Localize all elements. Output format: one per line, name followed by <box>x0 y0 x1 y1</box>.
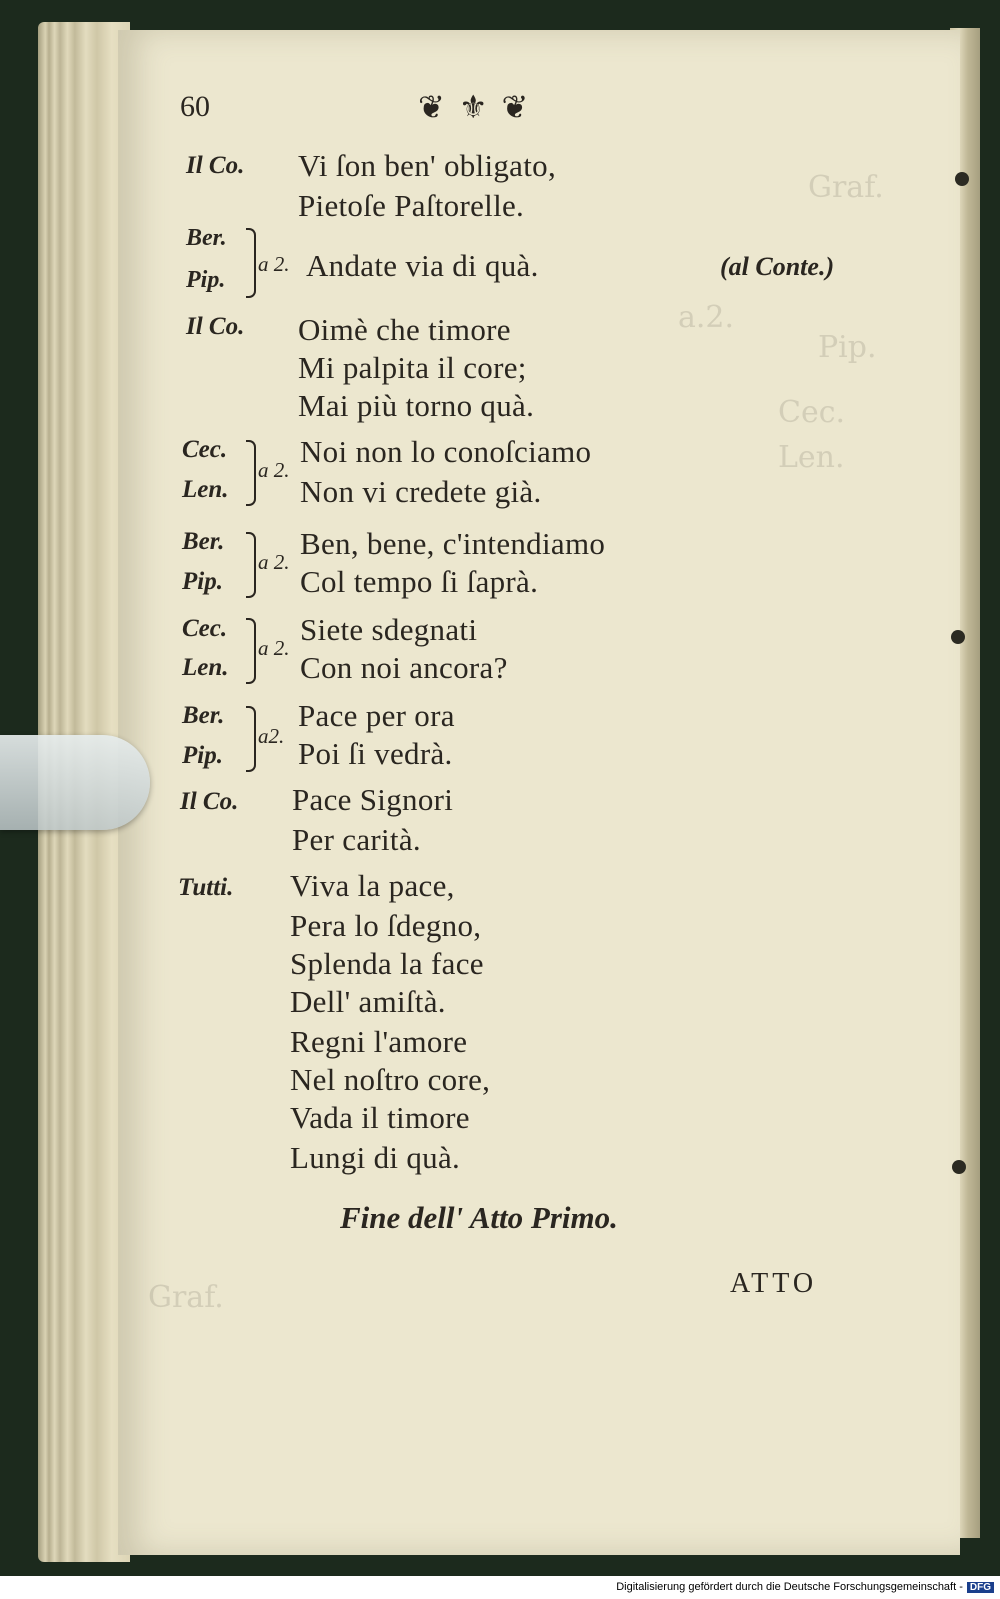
bleedthrough-text: Len. <box>778 440 845 475</box>
binding-hole <box>952 1160 966 1174</box>
speaker-label: Len. <box>182 476 229 503</box>
catchword: ATTO <box>730 1268 818 1299</box>
speaker-brace <box>246 440 256 506</box>
book-page <box>118 30 960 1555</box>
verse-line: Poi ſi vedrà. <box>298 736 453 771</box>
speaker-label: Il Co. <box>186 152 245 179</box>
speaker-brace <box>246 532 256 598</box>
footer-bar <box>0 1576 1000 1599</box>
verse-line: Dell' amiſtà. <box>290 984 446 1019</box>
footer-credit-text: Digitalisierung gefördert durch die Deutsche Forschungsgemeinschaft - <box>616 1581 963 1593</box>
verse-line: Pace per ora <box>298 698 455 733</box>
act-end-line: Fine dell' Atto Primo. <box>340 1200 618 1235</box>
verse-line: Viva la pace, <box>290 868 455 903</box>
a2-mark: a 2. <box>258 636 290 660</box>
thumb-holding-page <box>0 735 150 830</box>
a2-mark: a 2. <box>258 458 290 482</box>
header-ornament: ❦⚜❦ <box>418 88 543 126</box>
a2-mark: a2. <box>258 724 285 748</box>
speaker-brace <box>246 228 256 298</box>
speaker-label: Pip. <box>182 742 223 769</box>
speaker-label: Il Co. <box>186 313 245 340</box>
verse-line: Vi ſon ben' obligato, <box>298 148 556 183</box>
speaker-label: Tutti. <box>178 874 234 901</box>
speaker-label: Ber. <box>182 528 225 555</box>
speaker-label: Cec. <box>182 436 228 463</box>
verse-line: Oimè che timore <box>298 312 511 347</box>
verse-line: Lungi di quà. <box>290 1140 461 1175</box>
bleedthrough-text: Pip. <box>818 330 877 365</box>
verse-line: Mai più torno quà. <box>298 388 535 423</box>
a2-mark: a 2. <box>258 252 290 276</box>
binding-hole <box>955 172 969 186</box>
verse-line: Pera lo ſdegno, <box>290 908 482 943</box>
verse-line: Nel noſtro core, <box>290 1062 491 1097</box>
speaker-label: Pip. <box>182 568 223 595</box>
verse-line: Regni l'amore <box>290 1024 468 1059</box>
verse-line: Mi palpita il core; <box>298 350 527 385</box>
verse-line: Splenda la face <box>290 946 484 981</box>
a2-mark: a 2. <box>258 550 290 574</box>
bleedthrough-text: Graf. <box>808 170 884 205</box>
verse-line: Col tempo ſi ſaprà. <box>300 564 539 599</box>
verse-line: Per carità. <box>292 822 421 857</box>
verse-line: Vada il timore <box>290 1100 470 1135</box>
bleedthrough-text: Graf. <box>148 1280 224 1315</box>
verse-line: Noi non lo conoſciamo <box>300 434 592 469</box>
speaker-label: Pip. <box>186 267 226 293</box>
dfg-logo: DFG <box>967 1582 994 1593</box>
page-number: 60 <box>180 90 210 123</box>
speaker-label: Cec. <box>182 615 228 642</box>
speaker-label: Il Co. <box>180 788 239 815</box>
speaker-brace <box>246 618 256 684</box>
verse-line: Siete sdegnati <box>300 612 478 647</box>
stage-direction: (al Conte.) <box>720 252 835 281</box>
binding-hole <box>951 630 965 644</box>
verse-line: Con noi ancora? <box>300 650 508 685</box>
verse-line: Non vi credete già. <box>300 474 542 509</box>
speaker-label: Len. <box>182 654 229 681</box>
verse-line: Pace Signori <box>292 782 454 817</box>
bleedthrough-text: a.2. <box>678 300 735 335</box>
speaker-brace <box>246 706 256 772</box>
verse-line: Ben, bene, c'intendiamo <box>300 526 606 561</box>
speaker-label: Ber. <box>182 702 225 729</box>
verse-line: Andate via di quà. <box>306 248 539 283</box>
bleedthrough-text: Cec. <box>778 395 846 430</box>
verse-line: Pietoſe Paſtorelle. <box>298 188 525 223</box>
speaker-label: Ber. <box>186 225 227 251</box>
